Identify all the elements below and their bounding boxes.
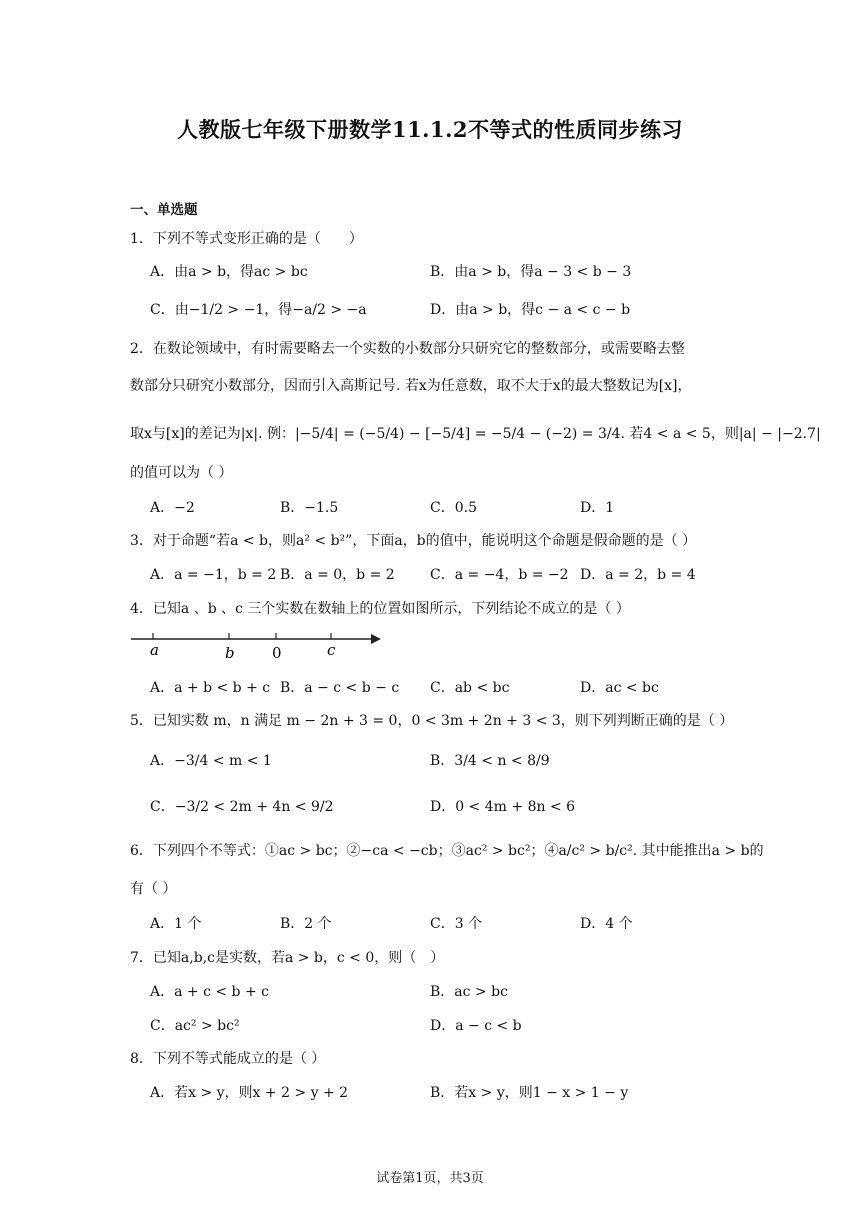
q4-option-a: A．a + b < b + c <box>150 680 271 696</box>
q2-line-3: 取x与[x]的差记为|x|. 例：|−5/4| = (−5/4) − [−5/4] = −5/4 − (−2) = 3/4. 若4 < a < 5，则|a| − |−2.7| <box>130 426 821 442</box>
q3-option-c: C．a = −4，b = −2 <box>430 567 569 583</box>
q5-stem: 5．已知实数 m，n 满足 m − 2n + 3 = 0，0 < 3m + 2n + 3 < 3，则下列判断正确的是（ ） <box>130 713 734 729</box>
q3-option-b: B．a = 0，b = 2 <box>280 567 395 583</box>
label-b: b <box>225 644 235 662</box>
q7-stem: 7．已知a,b,c是实数，若a > b，c < 0，则（ ） <box>130 950 445 966</box>
q5-option-c: C．−3/2 < 2m + 4n < 9/2 <box>150 799 334 815</box>
q8-option-b: B．若x > y，则1 − x > 1 − y <box>430 1085 629 1101</box>
q1-option-b: B．由a > b，得a − 3 < b − 3 <box>430 264 632 280</box>
section-heading: 一、单选题 <box>130 202 198 218</box>
q6-line-2: 有（ ） <box>130 881 177 897</box>
q7-option-c: C．ac² > bc² <box>150 1018 240 1034</box>
q6-option-c: C．3 个 <box>430 916 483 932</box>
q1-stem: 1．下列不等式变形正确的是（ ） <box>130 231 363 247</box>
q4-option-c: C．ab < bc <box>430 680 510 696</box>
q5-option-a: A．−3/4 < m < 1 <box>150 753 272 769</box>
q3-option-a: A．a = −1，b = 2 <box>150 567 277 583</box>
q7-option-d: D．a − c < b <box>430 1018 522 1034</box>
q2-line-4: 的值可以为（ ） <box>130 465 233 481</box>
q5-option-b: B．3/4 < n < 8/9 <box>430 753 550 769</box>
q6-line-1: 6．下列四个不等式：①ac > bc；②−ca < −cb；③ac² > bc²；④a/c² > b/c². 其中能推出a > b的 <box>130 843 764 859</box>
q1-option-c: C．由−1/2 > −1，得−a/2 > −a <box>150 302 367 318</box>
q4-stem: 4．已知a 、b 、c 三个实数在数轴上的位置如图所示，下列结论不成立的是（ ） <box>130 601 630 617</box>
q2-line-2: 数部分只研究小数部分，因而引入高斯记号. 若x为任意数，取不大于x的最大整数记为[x]， <box>130 378 692 394</box>
page-footer: 试卷第1页，共3页 <box>376 1171 484 1186</box>
q3-option-d: D．a = 2，b = 4 <box>580 567 696 583</box>
q4-option-b: B．a − c < b − c <box>280 680 400 696</box>
q8-option-a: A．若x > y，则x + 2 > y + 2 <box>150 1085 349 1101</box>
q2-option-a: A．−2 <box>150 500 195 516</box>
q7-option-b: B．ac > bc <box>430 984 508 1000</box>
q2-option-b: B．−1.5 <box>280 500 339 516</box>
q6-option-a: A．1 个 <box>150 916 202 932</box>
q6-option-b: B．2 个 <box>280 916 332 932</box>
q6-option-d: D．4 个 <box>580 916 633 932</box>
q5-option-d: D．0 < 4m + 8n < 6 <box>430 799 576 815</box>
q1-option-a: A．由a > b，得ac > bc <box>150 264 308 280</box>
q2-line-1: 2．在数论领域中，有时需要略去一个实数的小数部分只研究它的整数部分，或需要略去整 <box>130 341 685 357</box>
q3-stem: 3．对于命题“若a < b，则a² < b²”，下面a，b的值中，能说明这个命题是假命题的是（ ） <box>130 533 697 549</box>
q7-option-a: A．a + c < b + c <box>150 984 269 1000</box>
label-c: c <box>327 641 336 659</box>
page-title: 人教版七年级下册数学11.1.2不等式的性质同步练习 <box>176 117 684 142</box>
q1-option-d: D．由a > b，得c − a < c − b <box>430 302 631 318</box>
number-line-arrow-icon <box>371 634 381 644</box>
q2-option-c: C．0.5 <box>430 500 477 516</box>
number-line-figure <box>131 628 381 662</box>
label-a: a <box>150 641 159 659</box>
q4-option-d: D．ac < bc <box>580 680 659 696</box>
label-zero: 0 <box>272 644 282 662</box>
q2-option-d: D．1 <box>580 500 615 516</box>
q8-stem: 8．下列不等式能成立的是（ ） <box>130 1051 326 1067</box>
